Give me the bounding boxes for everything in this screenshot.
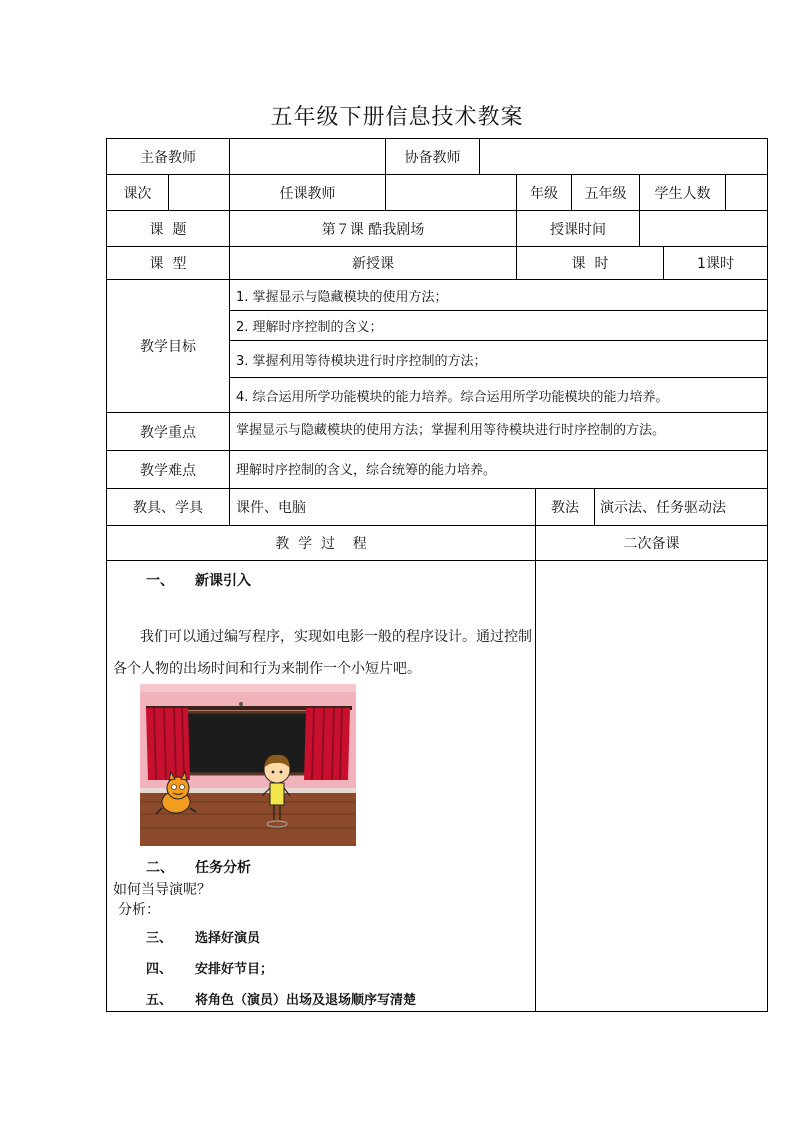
goal-item: 4. 综合运用所学功能模块的能力培养。综合运用所学功能模块的能力培养。 (236, 389, 669, 405)
difficulties-value: 理解时序控制的含义，综合统筹的能力培养。 (236, 462, 497, 478)
student-count-value[interactable] (726, 175, 767, 210)
goal-item: 3. 掌握利用等待模块进行时序控制的方法； (236, 353, 487, 369)
class-time-label: 授课时间 (550, 221, 606, 238)
class-hours-value: 1课时 (697, 256, 734, 272)
table-line (106, 1011, 767, 1012)
director-question: 如何当导演呢？ (113, 882, 211, 898)
process-header: 教 学 过 程 (275, 536, 367, 552)
topic-value: 第７课 酷我剧场 (321, 221, 425, 238)
section-4-number: 四、 (146, 962, 173, 977)
table-line (535, 488, 536, 1012)
key-points-value: 掌握显示与隐藏模块的使用方法；掌握利用等待模块进行时序控制的方法。 (236, 422, 666, 438)
topic-label: 课 题 (149, 221, 187, 238)
intro-paragraph-line: 我们可以通过编写程序，实现如电影一般的程序设计。通过控制 (140, 629, 532, 645)
table-line (106, 560, 767, 561)
lesson-type-value: 新授课 (352, 256, 394, 272)
section-1-number: 一、 (146, 573, 174, 589)
section-2-number: 二、 (146, 860, 174, 876)
grade-value: 五年级 (584, 185, 627, 202)
secondary-prep-header: 二次备课 (623, 536, 680, 552)
lead-teacher-label: 主备教师 (140, 149, 196, 166)
goal-item: 1. 掌握显示与隐藏模块的使用方法； (236, 289, 448, 305)
section-1-title: 新课引入 (195, 573, 251, 589)
analysis-label: 分析： (118, 902, 160, 918)
page-title: 五年级下册信息技术教案 (270, 105, 524, 130)
tools-label: 教具、学具 (133, 500, 203, 516)
lesson-type-label: 课 型 (149, 256, 187, 272)
section-3-number: 三、 (146, 931, 173, 946)
student-count-label: 学生人数 (654, 185, 711, 202)
method-label: 教法 (551, 500, 579, 516)
lesson-number-value[interactable] (169, 175, 229, 210)
teacher-value[interactable] (386, 175, 516, 210)
teacher-label: 任课教师 (279, 185, 336, 202)
class-time-value[interactable] (640, 211, 767, 246)
section-2-title: 任务分析 (195, 860, 251, 876)
section-4-title: 安排好节目； (195, 962, 274, 977)
method-value: 演示法、任务驱动法 (600, 500, 726, 516)
tools-value: 课件、电脑 (236, 500, 306, 516)
lead-teacher-value[interactable] (230, 139, 385, 174)
table-line (594, 488, 595, 525)
section-5-title: 将角色（演员）出场及退场顺序写清楚 (195, 993, 417, 1008)
class-hours-label: 课 时 (571, 256, 609, 272)
stage-scene-image (140, 684, 356, 846)
goal-item: 2. 理解时序控制的含义； (236, 320, 383, 335)
key-points-label: 教学重点 (140, 424, 196, 441)
table-line (767, 138, 768, 1012)
section-3-title: 选择好演员 (195, 931, 261, 946)
co-teacher-label: 协备教师 (404, 149, 461, 166)
grade-label: 年级 (530, 185, 558, 202)
intro-paragraph-line: 各个人物的出场时间和行为来制作一个小短片吧。 (113, 661, 421, 677)
co-teacher-value[interactable] (480, 139, 767, 174)
section-5-number: 五、 (146, 993, 173, 1008)
difficulties-label: 教学难点 (140, 462, 196, 479)
lesson-number-label: 课次 (123, 185, 152, 202)
teaching-goals-label: 教学目标 (140, 339, 196, 355)
